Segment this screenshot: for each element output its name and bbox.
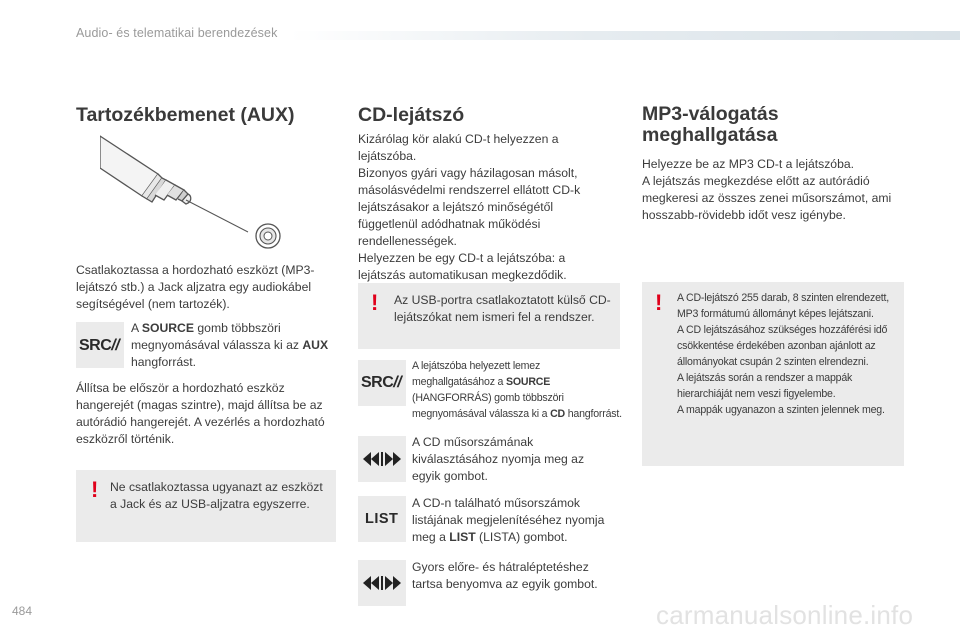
page-number: 484 [12, 604, 33, 618]
src-button-icon [358, 360, 406, 406]
src-icon: SRC// [79, 337, 120, 354]
warning-icon: ! [371, 290, 379, 315]
aux-volume-text: Állítsa be először a hordozható eszköz hangerejét (magas szintre), majd állítsa be az autórádió hangerejét. A vezérlés a hordozható eszközről történik. [76, 381, 325, 446]
warning-icon: ! [655, 290, 663, 315]
aux-source-text: A SOURCE gomb többszöri megnyomásával válassza ki az AUX hangforrást. [131, 321, 329, 369]
fast-forward-buttons-icon [358, 560, 406, 606]
src-icon: SRC// [361, 374, 402, 391]
cd-seek-text: A CD műsorszámának kiválasztásához nyomja meg az egyik gombot. [412, 435, 585, 483]
section-header: Audio- és telematikai berendezések [76, 26, 278, 40]
warning-icon: ! [91, 477, 99, 502]
aux-title: Tartozékbemenet (AUX) [76, 104, 295, 126]
aux-warning-text: Ne csatlakoztassa ugyanazt az eszközt a Jack és az USB-aljzatra egyszerre. [110, 480, 323, 511]
aux-intro: Csatlakoztassa a hordozható eszközt (MP3-lejátszó stb.) a Jack aljzatra egy audiokábel segítségével (nem tartozék). [76, 263, 315, 311]
src-button-icon [76, 322, 124, 368]
list-icon: LIST [365, 511, 399, 527]
jack-plug-illustration [100, 128, 300, 256]
cd-warning-text: Az USB-portra csatlakoztatott külső CD-lejátszókat nem ismeri fel a rendszer. [394, 293, 611, 324]
list-button-icon [358, 496, 406, 542]
mp3-warning-text: A CD-lejátszó 255 darab, 8 szinten elrendezett, MP3 formátumú állományt képes lejátszani. A CD lejátszásához szükséges hozzáférési idő csökkentése érdekében azonban ajánlott az állományokat csupán 2 szinten elrendezni. A lejátszás során a rendszer a mappák hierarchiáját nem veszi figyelembe. A mappák ugyanazon a szinten jelennek meg. [677, 292, 890, 416]
cd-source-text: A lejátszóba helyezett lemez meghallgatásához a SOURCE (HANGFORRÁS) gomb többszöri megnyomásával válassza ki a CD hangforrást. [412, 360, 622, 420]
cd-title: CD-lejátszó [358, 104, 465, 126]
mp3-title: MP3-válogatás meghallgatása [642, 103, 779, 146]
header-bar [290, 31, 960, 40]
seek-arrows-icon [362, 451, 402, 467]
watermark: carmanualsonline.info [656, 600, 914, 630]
cd-intro: Kizárólag kör alakú CD-t helyezzen a lejátszóba. Bizonyos gyári vagy házilagosan másolt, másolásvédelmi rendszerrel ellátott CD-k lejátszásakor a lejátszó minőségétől függetlenül adódhatnak működési rendellenességek. Helyezzen be egy CD-t a lejátszóba: a lejátszás automatikusan megkezdődik. [358, 132, 581, 282]
mp3-intro: Helyezze be az MP3 CD-t a lejátszóba. A lejátszás megkezdése előtt az autórádió megkeresi az összes zenei műsorszámot, ami hosszabb-rövidebb időt vesz igénybe. [642, 157, 892, 222]
seek-buttons-icon [358, 436, 406, 482]
cd-list-text: A CD-n található műsorszámok listájának megjelenítéséhez nyomja meg a LIST (LISTA) gombot. [412, 496, 605, 544]
seek-arrows-icon [362, 575, 402, 591]
cd-ff-text: Gyors előre- és hátraléptetéshez tartsa benyomva az egyik gombot. [412, 560, 598, 591]
